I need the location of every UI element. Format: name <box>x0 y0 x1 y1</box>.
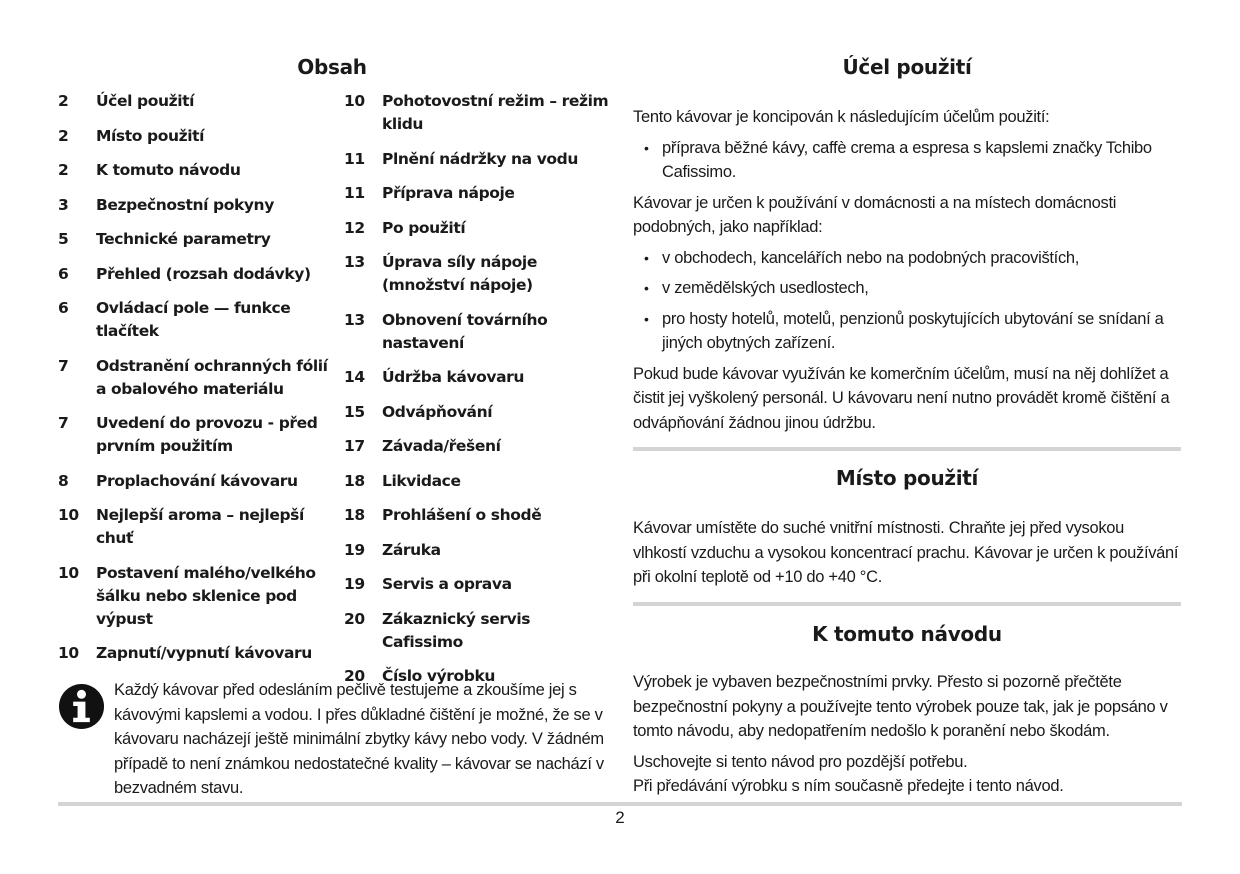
list-item: • v zemědělských usedlostech, <box>633 276 1181 301</box>
toc-entry-title: Číslo výrobku <box>382 667 496 685</box>
toc-entry-title: Účel použití <box>96 92 195 110</box>
info-icon <box>58 683 105 730</box>
toc-page-number: 18 <box>344 506 365 524</box>
purpose-list-1 <box>633 136 1181 185</box>
toc-page-number: 20 <box>344 667 365 685</box>
toc-entry-title: K tomuto návodu <box>96 161 241 179</box>
toc-entry-title: Prohlášení o shodě <box>382 506 542 524</box>
toc-item[interactable] <box>58 355 330 401</box>
toc-page-number: 13 <box>344 310 365 329</box>
toc-page-number: 10 <box>58 644 79 662</box>
manual-paragraph-3: Při předávání výrobku s ním současně předejte i tento návod. <box>633 777 1064 795</box>
toc-page-number: 10 <box>58 506 79 524</box>
toc-page-number: 6 <box>58 299 69 317</box>
toc-entry-title: Proplachování kávovaru <box>96 471 298 490</box>
toc-item[interactable] <box>344 504 614 527</box>
toc-item[interactable] <box>344 148 614 171</box>
toc-item[interactable] <box>58 90 330 113</box>
section-divider <box>633 602 1181 606</box>
toc-entry-title: Servis a oprava <box>382 575 512 593</box>
purpose-section <box>633 55 1181 435</box>
toc-item[interactable] <box>344 182 614 205</box>
toc-page-number: 3 <box>58 195 69 214</box>
toc-entry-title: Uvedení do provozu - před prvním použitím <box>96 414 318 455</box>
toc-entry-title: Nejlepší aroma – nejlepší chuť <box>96 506 304 547</box>
list-item: • pro hosty hotelů, motelů, penzionů poskytujících ubytování se snídaní a jiných obytných zařízení. <box>633 307 1181 356</box>
toc-entry-title: Místo použití <box>96 126 205 145</box>
toc-item[interactable] <box>344 90 614 136</box>
toc-page-number: 2 <box>58 92 69 110</box>
toc-title: Obsah <box>297 55 367 79</box>
toc-item[interactable] <box>58 470 330 493</box>
purpose-paragraph-2: Kávovar je určen k používání v domácnosti a na místech domácnosti podobných, jako například: <box>633 193 1117 236</box>
toc-entry-title: Úprava síly nápoje (množství nápoje) <box>382 253 537 294</box>
list-item: • příprava běžné kávy, caffè crema a espresa s kapslemi značky Tchibo Cafissimo. <box>633 136 1181 185</box>
toc-item[interactable] <box>344 217 614 240</box>
toc-entry-title: Zapnutí/vypnutí kávovaru <box>96 644 312 662</box>
toc-item[interactable] <box>344 539 614 562</box>
toc-entry-title: Přehled (rozsah dodávky) <box>96 264 311 283</box>
toc-entry-title: Technické parametry <box>96 230 271 248</box>
toc-page-number: 2 <box>58 126 69 145</box>
toc-item[interactable] <box>344 608 614 654</box>
toc-entry-title: Obnovení továrního nastavení <box>382 310 548 352</box>
toc-column-1 <box>58 90 330 677</box>
toc-item[interactable] <box>58 228 330 251</box>
toc-entry-title: Odstranění ochranných fólií a obalového materiálu <box>96 356 328 398</box>
toc-page-number: 11 <box>344 149 365 168</box>
manual-section <box>633 622 1181 799</box>
toc-entry-title: Po použití <box>382 218 466 237</box>
toc-page-number: 15 <box>344 402 365 421</box>
toc-page-number: 2 <box>58 161 69 179</box>
purpose-paragraph-3: Pokud bude kávovar využíván ke komerčním účelům, musí na něj dohlížet a čistit jej vyškolený personál. U kávovaru není nutno provádět kromě čištění a odvápňování žádnou jinou údržbu. <box>633 364 1170 432</box>
toc-page-number: 6 <box>58 264 69 283</box>
toc-page-number: 10 <box>58 563 79 582</box>
toc-item[interactable] <box>58 504 330 550</box>
toc-entry-title: Zákaznický servis Cafissimo <box>382 609 531 651</box>
toc-entry-title: Odvápňování <box>382 402 493 421</box>
toc-item[interactable] <box>344 309 614 355</box>
bottom-rule <box>58 802 1182 806</box>
toc-item[interactable] <box>58 263 330 286</box>
toc-page-number: 7 <box>58 414 69 432</box>
toc-entry-title: Ovládací pole — funkce tlačítek <box>96 299 291 340</box>
location-title: Místo použití <box>835 466 979 490</box>
toc-page-number: 7 <box>58 356 69 375</box>
toc-item[interactable] <box>344 251 614 297</box>
toc-page-number: 19 <box>344 540 365 559</box>
toc-page-number: 20 <box>344 609 365 628</box>
toc-item[interactable] <box>344 435 614 458</box>
toc-page-number: 12 <box>344 218 365 237</box>
toc-page-number: 10 <box>344 92 365 110</box>
toc-item[interactable] <box>58 194 330 217</box>
toc-item[interactable] <box>58 642 330 665</box>
location-section <box>633 466 1181 590</box>
purpose-title: Účel použití <box>842 55 972 79</box>
toc-item[interactable] <box>344 401 614 424</box>
toc-item[interactable] <box>58 159 330 182</box>
toc-item[interactable] <box>58 125 330 148</box>
section-divider <box>633 447 1181 451</box>
toc-entry-title: Plnění nádržky na vodu <box>382 149 578 168</box>
toc-page-number: 17 <box>344 437 365 455</box>
info-note <box>58 678 606 801</box>
toc-entry-title: Pohotovostní režim – režim klidu <box>382 92 609 133</box>
list-item: • v obchodech, kancelářích nebo na podobných pracovištích, <box>633 246 1181 271</box>
toc-page-number: 19 <box>344 575 365 593</box>
location-text: Kávovar umístěte do suché vnitřní místnosti. Chraňte jej před vysokou vlhkostí vzduchu a vysokou koncentrací prachu. Kávovar je určen k používání při okolní teplotě od +10 do +40 °C. <box>633 519 1179 586</box>
toc-page-number: 11 <box>344 184 365 202</box>
page-number: 2 <box>615 808 625 827</box>
toc-entry-title: Závada/řešení <box>382 437 501 455</box>
toc-page-number: 8 <box>58 471 69 490</box>
toc-item[interactable] <box>58 297 330 343</box>
manual-paragraph-2: Uschovejte si tento návod pro pozdější potřebu. <box>633 752 968 771</box>
toc-entry-title: Postavení malého/velkého šálku nebo sklenice pod výpust <box>96 563 316 628</box>
toc-item[interactable] <box>58 562 330 631</box>
toc-entry-title: Bezpečnostní pokyny <box>96 195 274 214</box>
toc-item[interactable] <box>58 412 330 458</box>
info-note-text: Každý kávovar před odesláním pečlivě testujeme a zkoušíme jej s kávovými kapslemi a vodou. I přes důkladné čištění je možné, že se v kávovaru nacházejí ještě minimální zbytky kávy nebo vody. V žádném případě to není známkou nedostatečné kvality – kávovar se nachází v bezvadném stavu. <box>114 681 604 797</box>
toc-entry-title: Záruka <box>382 540 441 559</box>
toc-item[interactable] <box>344 573 614 596</box>
toc-entry-title: Příprava nápoje <box>382 184 515 202</box>
toc-column-2 <box>344 90 614 700</box>
toc-entry-title: Likvidace <box>382 471 461 490</box>
manual-title: K tomuto návodu <box>812 622 1002 646</box>
toc-page-number: 13 <box>344 253 365 271</box>
toc-page-number: 18 <box>344 471 365 490</box>
purpose-list-2 <box>633 246 1181 356</box>
toc-item[interactable] <box>344 366 614 389</box>
manual-paragraph-1: Výrobek je vybaven bezpečnostními prvky. Přesto si pozorně přečtěte bezpečnostní pokyny a používejte tento výrobek pouze tak, jak je popsáno v tomto návodu, aby nedopatřením nedošlo k poranění nebo škodám. <box>633 673 1168 740</box>
toc-page-number: 5 <box>58 230 69 248</box>
toc-item[interactable] <box>344 470 614 493</box>
toc-page-number: 14 <box>344 368 365 386</box>
toc-entry-title: Údržba kávovaru <box>382 368 525 386</box>
purpose-intro: Tento kávovar je koncipován k následujícím účelům použití: <box>633 108 1050 126</box>
